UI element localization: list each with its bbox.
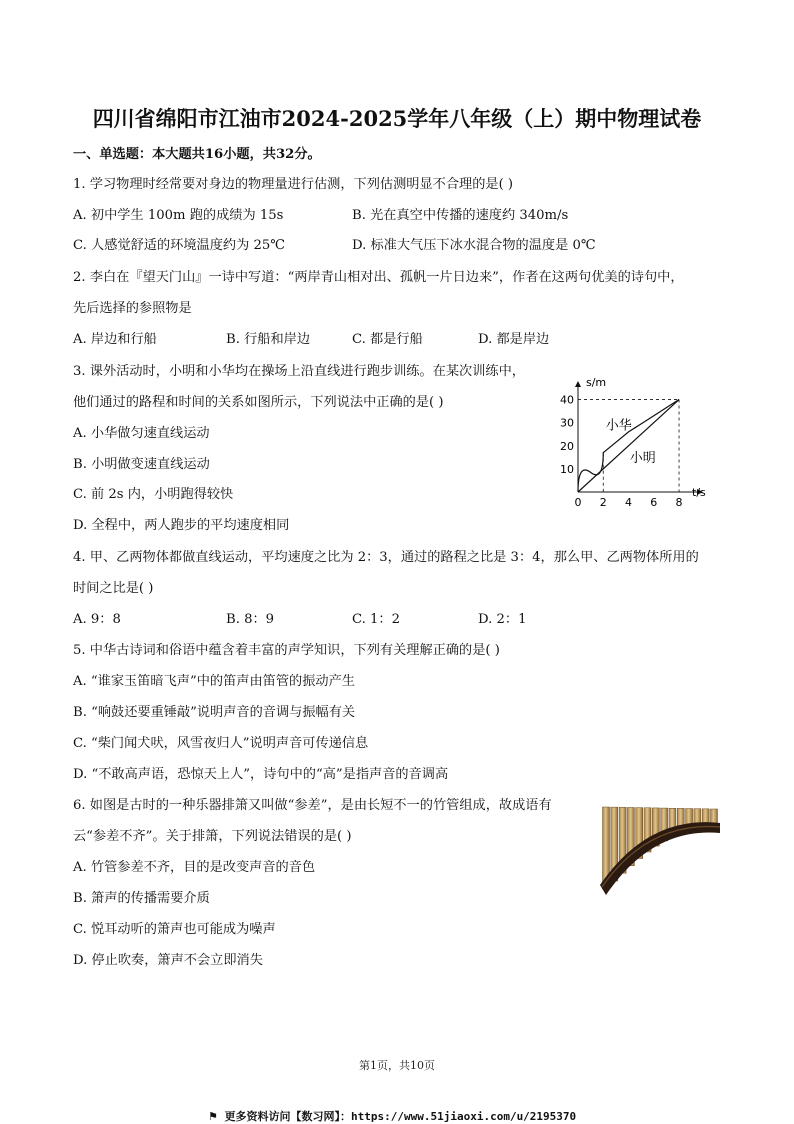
page-title: 四川省绵阳市江油市2024-2025学年八年级（上）期中物理试卷 (92, 106, 702, 131)
question-6-option-d: D. 停止吹奏，箫声不会立即消失 (73, 953, 263, 968)
question-3-stem-line2: 他们通过的路程和时间的关系如图所示，下列说法中正确的是( ) (73, 395, 444, 410)
question-1-option-c: C. 人感觉舒适的环境温度约为 25℃ (73, 238, 285, 253)
question-2-option-c: C. 都是行船 (352, 332, 423, 347)
series-line-2 (578, 400, 679, 492)
question-3-option-a: A. 小华做匀速直线运动 (73, 426, 210, 441)
x-tick-label: 2 (599, 496, 607, 509)
question-3-option-b: B. 小明做变速直线运动 (73, 457, 210, 472)
x-tick-label: 6 (650, 496, 658, 509)
series-label-2: 小明 (629, 450, 656, 466)
x-tick-label: 4 (625, 496, 633, 509)
question-4-option-c: C. 1：2 (352, 612, 400, 627)
x-tick-label: 8 (675, 496, 683, 509)
question-2-option-b: B. 行船和岸边 (226, 332, 311, 347)
question-1-stem: 1. 学习物理时经常要对身边的物理量进行估测，下列估测明显不合理的是( ) (73, 177, 514, 192)
question-5-option-b: B. “响鼓还要重锤敲”说明声音的音调与振幅有关 (73, 705, 356, 720)
x-axis-label: t/s (692, 486, 706, 499)
flag-icon: ⚑ (208, 1110, 218, 1123)
question-5-stem: 5. 中华古诗词和俗语中蕴含着丰富的声学知识，下列有关理解正确的是( ) (73, 643, 500, 658)
question-4-stem-line2: 时间之比是( ) (73, 581, 154, 596)
question-3-option-c: C. 前 2s 内，小明跑得较快 (73, 487, 234, 502)
series-label-1: 小华 (605, 418, 632, 434)
distance-time-chart (548, 362, 718, 510)
question-2-stem-line1: 2. 李白在『望天门山』一诗中写道：“两岸青山相对出、孤帆一片日边来”，作者在这两句优美的诗句中， (73, 270, 684, 285)
question-4-stem-line1: 4. 甲、乙两物体都做直线运动，平均速度之比为 2：3，通过的路程之比是 3：4，那么甲、乙两物体所用的 (73, 550, 699, 565)
question-5-option-d: D. “不敢高声语，恐惊天上人”，诗句中的“高”是指声音的音调高 (73, 767, 449, 782)
question-1-option-d: D. 标准大气压下冰水混合物的温度是 0℃ (352, 238, 596, 253)
question-3-option-d: D. 全程中，两人跑步的平均速度相同 (73, 518, 290, 533)
question-2-stem-line2: 先后选择的参照物是 (73, 301, 192, 316)
panpipe-image (596, 803, 724, 899)
question-1-option-b: B. 光在真空中传播的速度约 340m/s (352, 208, 569, 223)
section-heading: 一、单选题：本大题共16小题，共32分。 (73, 147, 321, 162)
question-3-stem-line1: 3. 课外活动时，小明和小华均在操场上沿直线进行跑步训练。在某次训练中， (73, 364, 525, 379)
question-4-option-d: D. 2：1 (478, 612, 527, 627)
question-2-option-d: D. 都是岸边 (478, 332, 550, 347)
page-footer: 第1页，共10页 (359, 1059, 435, 1072)
x-tick-label: 0 (574, 496, 582, 509)
question-2-option-a: A. 岸边和行船 (73, 332, 157, 347)
y-tick-label: 10 (560, 462, 574, 476)
question-6-stem-line1: 6. 如图是古时的一种乐器排箫又叫做“参差”，是由长短不一的竹管组成，故成语有 (73, 798, 552, 813)
question-4-option-b: B. 8：9 (226, 612, 275, 627)
question-1-option-a: A. 初中学生 100m 跑的成绩为 15s (73, 208, 284, 223)
question-6-option-a: A. 竹管参差不齐，目的是改变声音的音色 (73, 860, 316, 875)
question-6-option-c: C. 悦耳动听的箫声也可能成为噪声 (73, 922, 276, 937)
y-tick-label: 40 (560, 393, 574, 407)
y-axis-label: s/m (586, 376, 607, 389)
promo-banner[interactable] (208, 1108, 576, 1124)
y-tick-label: 30 (560, 416, 574, 430)
question-5-option-a: A. “谁家玉笛暗飞声”中的笛声由笛管的振动产生 (73, 674, 355, 689)
promo-banner-text[interactable]: 更多资料访问【数习网】：https://www.51jiaoxi.com/u/2195370 (224, 1110, 577, 1123)
question-6-option-b: B. 箫声的传播需要介质 (73, 891, 210, 906)
y-tick-label: 20 (560, 439, 574, 453)
question-5-option-c: C. “柴门闻犬吠，风雪夜归人”说明声音可传递信息 (73, 736, 369, 751)
question-6-stem-line2: 云“参差不齐”。关于排箫，下列说法错误的是( ) (73, 829, 352, 844)
question-4-option-a: A. 9：8 (73, 612, 121, 627)
